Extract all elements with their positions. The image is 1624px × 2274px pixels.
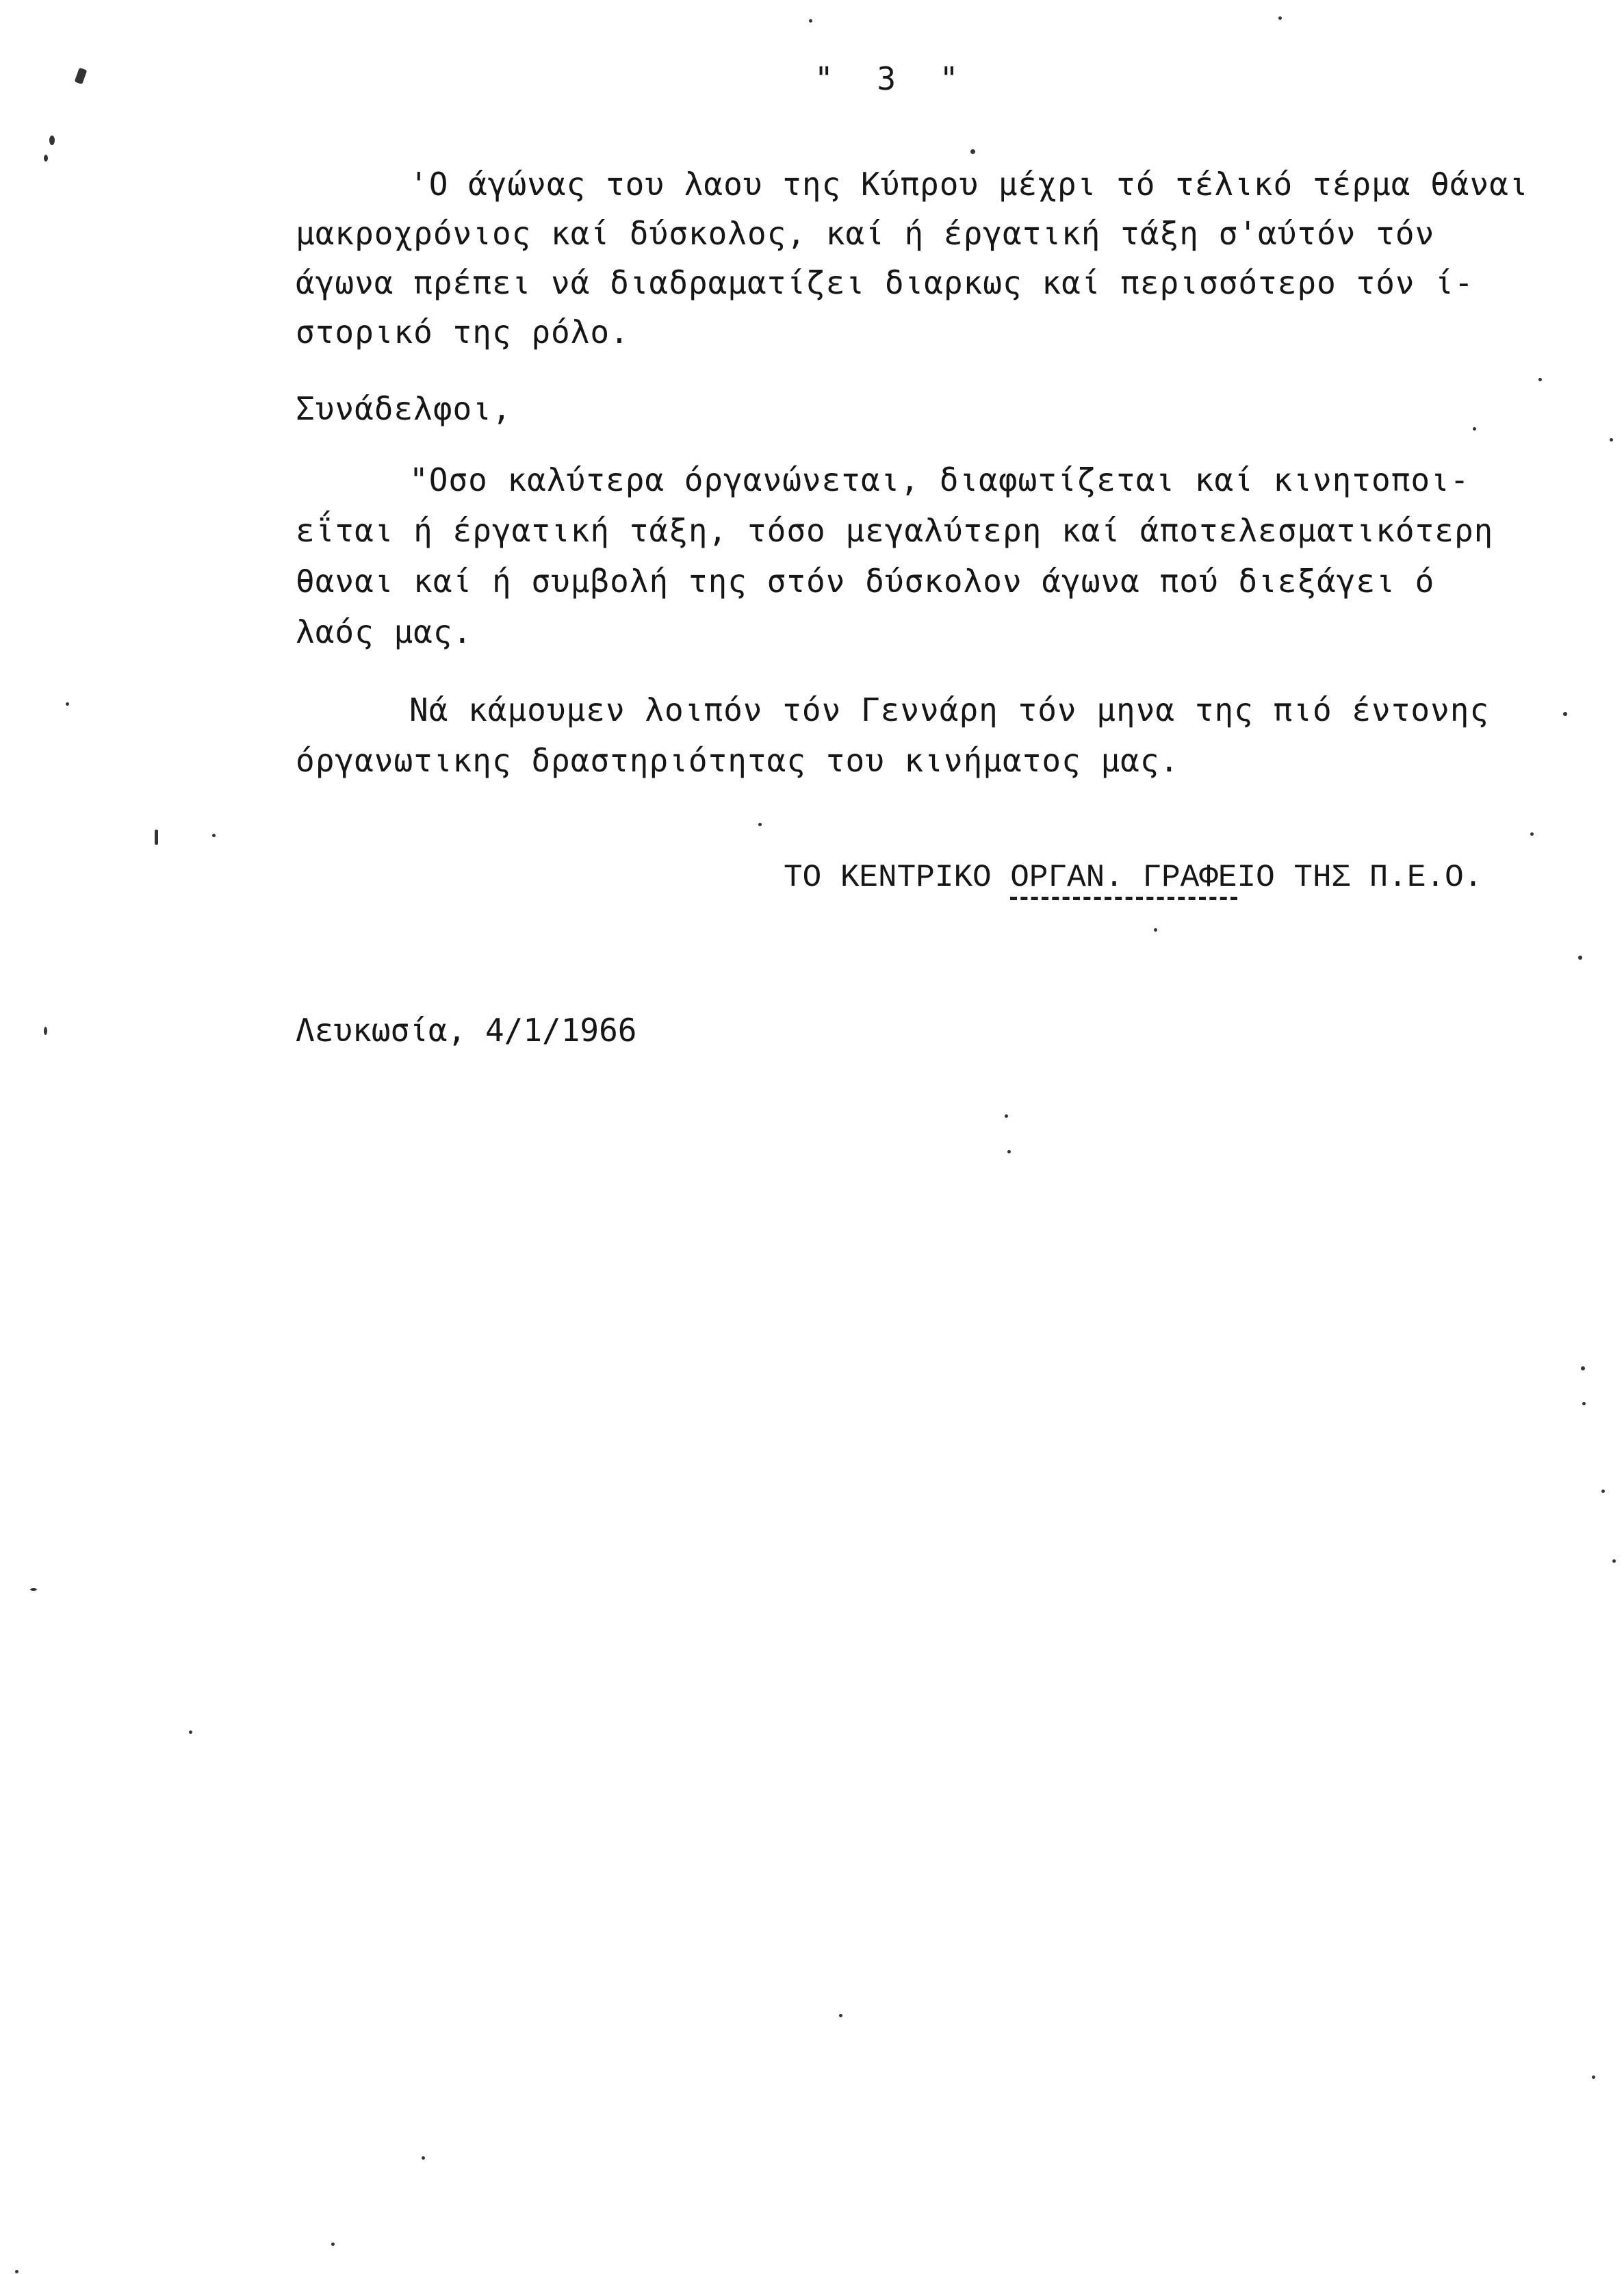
- scan-mark: [1154, 928, 1157, 932]
- scan-mark: [49, 136, 55, 145]
- scan-mark: [1473, 427, 1476, 431]
- scan-mark: [1601, 1490, 1605, 1493]
- scan-mark: [189, 1730, 192, 1734]
- paragraph-1-line-1: 'Ο άγώνας του λαου της Κύπρου μέχρι τό τέλικό τέρμα θάναι: [409, 166, 1529, 203]
- scan-mark: [758, 823, 762, 826]
- scan-mark: [1563, 712, 1567, 716]
- scan-mark: [970, 149, 975, 154]
- scan-mark: [1530, 832, 1534, 836]
- scan-mark: [1612, 1559, 1616, 1563]
- scan-mark: [809, 19, 812, 23]
- signature-line: [784, 860, 1482, 895]
- scan-mark: [1582, 1402, 1586, 1405]
- paragraph-2-line-4: λαός μας.: [296, 613, 473, 650]
- scan-mark: [1610, 438, 1613, 442]
- scan-mark: [1578, 956, 1582, 960]
- scan-mark: [212, 834, 216, 837]
- signature-text-after: ΙΟ ΤΗΣ Π.Ε.Ο.: [1237, 860, 1483, 895]
- scan-mark: [331, 2243, 335, 2246]
- paragraph-1-line-3: άγωνα πρέπει νά διαδραματίζει διαρκως καί περισσότερο τόν ί-: [296, 264, 1474, 301]
- scan-mark: [1005, 1114, 1008, 1118]
- scan-mark: [155, 830, 158, 845]
- scan-mark: [1538, 378, 1542, 381]
- signature-text-underlined: ΟΡΓΑΝ. ΓΡΑΦΕ: [1010, 860, 1237, 900]
- scan-mark: [75, 68, 88, 85]
- paragraph-1-line-4: στορικό της ρόλο.: [296, 314, 630, 350]
- page-number: " 3 ": [814, 60, 971, 97]
- scan-mark: [839, 2014, 842, 2017]
- scan-mark: [1007, 1150, 1011, 1153]
- scan-mark: [44, 1027, 47, 1035]
- paragraph-2-line-3: θαναι καί ή συμβολή της στόν δύσκολον άγωνα πού διεξάγει ό: [296, 563, 1435, 600]
- scan-mark: [422, 2156, 425, 2160]
- scan-mark: [30, 1588, 37, 1591]
- signature-text-before: ΤΟ ΚΕΝΤΡΙΚΟ: [784, 860, 1011, 895]
- paragraph-1-line-2: μακροχρόνιος καί δύσκολος, καί ή έργατική τάξη σ'αύτόν τόν: [296, 215, 1435, 252]
- scan-mark: [66, 702, 69, 706]
- scan-mark: [15, 2270, 18, 2273]
- paragraph-3-line-2: όργανωτικης δραστηριότητας του κινήματος μας.: [296, 742, 1180, 779]
- date-line: Λευκωσία, 4/1/1966: [296, 1012, 637, 1049]
- paragraph-3-line-1: Νά κάμουμεν λοιπόν τόν Γεννάρη τόν μηνα της πιό έντονης: [409, 691, 1490, 728]
- paragraph-2-line-1: "Οσο καλύτερα όργανώνεται, διαφωτίζεται καί κινητοποι-: [409, 461, 1470, 498]
- scan-mark: [1581, 1366, 1585, 1370]
- scan-mark: [44, 155, 48, 162]
- scan-mark: [1278, 16, 1282, 20]
- salutation: Συνάδελφοι,: [296, 390, 512, 427]
- scan-mark: [1592, 2075, 1595, 2079]
- paragraph-2-line-2: εΐται ή έργατική τάξη, τόσο μεγαλύτερη καί άποτελεσματικότερη: [296, 512, 1494, 549]
